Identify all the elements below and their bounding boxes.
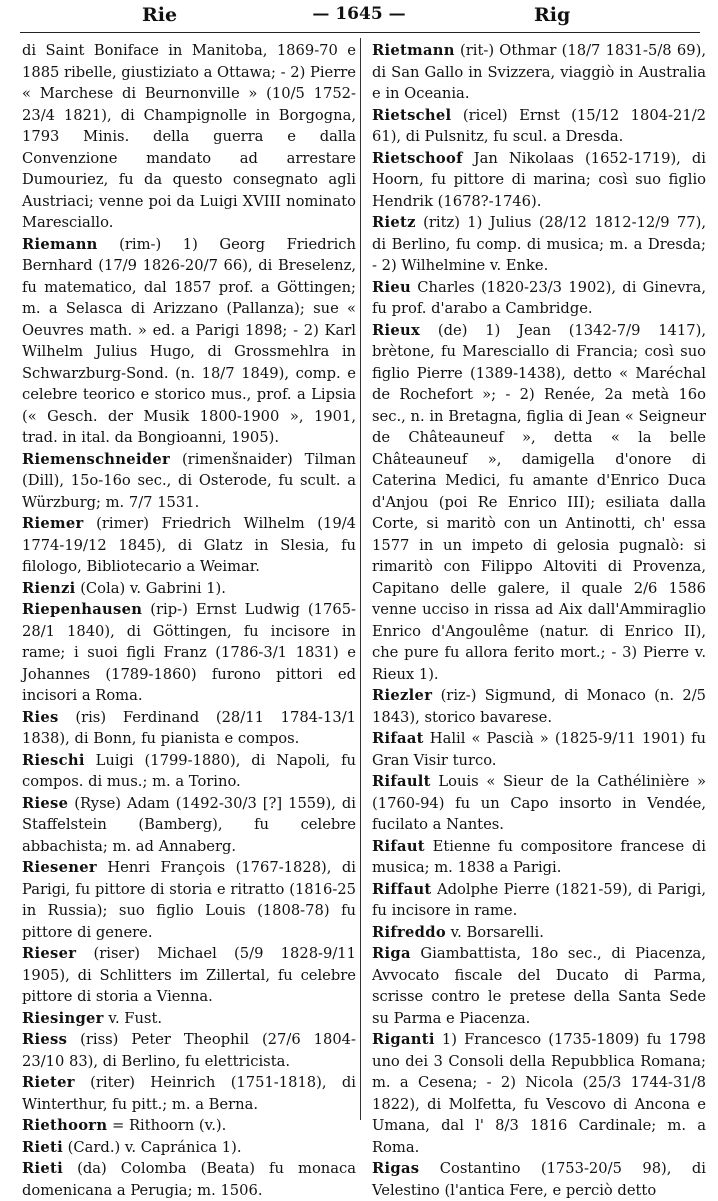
entry-headword: Rieti [22, 1138, 63, 1156]
entry-text: (riser) Michael (5/9 1828-9/11 1905), di Schlitters im Zillertal, fu celebre pittore di storia a Vienna. [22, 945, 356, 1005]
entry-headword: Riganti [372, 1031, 435, 1048]
dictionary-entry [22, 1008, 356, 1030]
entry-headword: Rieti [22, 1160, 63, 1177]
entry-text: (riz-) Sigmund, di Monaco (n. 2/5 1843), storico bavarese. [372, 687, 706, 726]
dictionary-entry [372, 836, 706, 879]
entry-headword: Riga [372, 945, 411, 962]
entry-text: (rimenšnaider) Tilman (Dill), 15o-16o sec., di Osterode, fu scult. a Würzburg; m. 7/7 1531. [22, 450, 356, 511]
dictionary-entry [372, 212, 706, 277]
entry-headword: Rifreddo [372, 923, 446, 941]
entry-text: (ris) Ferdinand (28/11 1784-13/1 1838), di Bonn, fu pianista e compos. [22, 708, 356, 747]
entry-text: di Saint Boniface in Manitoba, 1869-70 e 1885 ribelle, giustiziato a Ottawa; - 2) Pierre « Marchese di Beurnonville » (10/5 1752-23/4 1821), di Champignolle in Borgogna, 1793 Minis. della guerra e dalla Convenzione mandato ad arrestare Dumouriez, fu da questo consegnato agli Austriaci; venne poi da Luigi XVIII nominato Maresciallo. [22, 42, 356, 231]
dictionary-entry [22, 1158, 356, 1201]
dictionary-entry [22, 857, 356, 943]
entry-text: (rimer) Friedrich Wilhelm (19/4 1774-19/12 1845), di Glatz in Slesia, fu filologo, Bibliotecario a Weimar. [22, 515, 356, 575]
header-rule [20, 32, 700, 33]
dictionary-entry [372, 277, 706, 320]
dictionary-entry [372, 320, 706, 686]
entry-text: (de) 1) Jean (1342-7/9 1417), brètone, fu Maresciallo di Francia; così suo figlio Pierre (1389-1438), detto « Maréchal de Rochefort »; - 2) Renée, 2a metà 16o sec., n. in Bretagna, figlia di Jean « Seigneur de Châteauneuf », detta « la belle Châteauneuf », damigella d'onore di Caterina Medici, fu amante d'Enrico Duca d'Anjou (poi Re Enrico III); esiliata dalla Corte, si maritò con un Antinotti, ch' essa 1577 in un impeto di gelosia pugnalò: si rimaritò con Filippo Altoviti di Provenza, Capitano delle galere, il quale 2/6 1586 venne ucciso in rissa ad Aix dall'Ammiraglio Enrico d'Angoulême (natur. di Enrico II), che pure fu allora ferito mort.; - 3) Pierre v. Rieux 1). [372, 321, 706, 683]
dictionary-entry [22, 578, 356, 600]
entry-headword: Rietz [372, 214, 416, 231]
entry-text: (riter) Heinrich (1751-1818), di Winterthur, fu pitt.; m. a Berna. [22, 1074, 356, 1113]
dictionary-entry [372, 685, 706, 728]
entry-text: Halil « Pascià » (1825-9/11 1901) fu Gran Visir turco. [372, 730, 706, 769]
dictionary-entry [22, 449, 356, 514]
entry-headword: Rieter [22, 1074, 75, 1091]
dictionary-entry [372, 1158, 706, 1201]
entry-text: Costantino (1753-20/5 98), di Velestino (l'antica Fere, e perciò detto [372, 1160, 706, 1199]
entry-headword: Riemenschneider [22, 450, 171, 468]
entry-text: Etienne fu compositore francese di musica; m. 1838 a Parigi. [372, 837, 706, 876]
entry-text: (Cola) v. Gabrini 1). [75, 579, 226, 597]
entry-headword: Rieschi [22, 751, 85, 769]
running-head-right: Rig [534, 4, 571, 26]
entry-headword: Rienzi [22, 579, 76, 597]
dictionary-entry [372, 922, 706, 944]
entry-text: Jan Nikolaas (1652-1719), di Hoorn, fu pittore di marina; così suo figlio Hendrik (1678?-1746). [372, 149, 706, 210]
dictionary-entry [22, 513, 356, 578]
entry-headword: Riethoorn [22, 1117, 108, 1134]
entry-headword: Rifault [372, 773, 431, 790]
entry-text: (Card.) v. Capránica 1). [63, 1138, 242, 1156]
entry-headword: Riess [22, 1031, 68, 1048]
page-header [0, 0, 718, 32]
dictionary-entry [22, 707, 356, 750]
right-column [372, 40, 706, 1201]
left-column [22, 40, 356, 1201]
dictionary-entry [22, 1115, 356, 1137]
entry-headword: Rieu [372, 278, 412, 296]
entry-headword: Rietschoof [372, 149, 463, 167]
entry-text: 1) Francesco (1735-1809) fu 1798 uno dei 3 Consoli della Repubblica Romana; m. a Cesena; - 2) Nicola (25/3 1744-31/8 1822), di Molfetta, fu Vescovo di Ancona e Umana, dal l' 8/3 1816 Cardinale; m. a Roma. [372, 1031, 706, 1156]
entry-text: (ritz) 1) Julius (28/12 1812-12/9 77), di Berlino, fu comp. di musica; m. a Dresda; - 2) Wilhelmine v. Enke. [372, 214, 706, 274]
dictionary-entry [372, 728, 706, 771]
entry-headword: Rietmann [372, 42, 455, 59]
running-head-left: Rie [142, 4, 178, 26]
dictionary-entry [22, 599, 356, 707]
dictionary-entry [22, 40, 356, 234]
dictionary-entry [22, 1072, 356, 1115]
entry-headword: Rifaat [372, 730, 424, 747]
entry-headword: Rieux [372, 321, 421, 339]
dictionary-entry [22, 750, 356, 793]
entry-headword: Riezler [372, 687, 433, 704]
dictionary-entry [22, 1137, 356, 1159]
dictionary-entry [372, 40, 706, 105]
dictionary-entry [372, 148, 706, 213]
entry-text: Adolphe Pierre (1821-59), di Parigi, fu incisore in rame. [372, 880, 706, 919]
entry-text: v. Fust. [103, 1009, 163, 1027]
entry-headword: Riemer [22, 515, 84, 532]
entry-text: Henri François (1767-1828), di Parigi, fu pittore di storia e ritratto (1816-25 in Russia); suo figlio Louis (1808-78) fu pittore di genere. [22, 859, 356, 941]
entry-text: (Ryse) Adam (1492-30/3 [?] 1559), di Staffelstein (Bamberg), fu celebre abbachista; m. ad Annaberg. [22, 794, 356, 855]
entry-headword: Rieser [22, 945, 77, 962]
entry-headword: Riemann [22, 235, 98, 253]
entry-text: (da) Colomba (Beata) fu monaca domenicana a Perugia; m. 1506. [22, 1160, 356, 1199]
entry-headword: Riepenhausen [22, 601, 143, 618]
column-divider [360, 38, 361, 1120]
dictionary-entry [22, 943, 356, 1008]
entry-text: v. Borsarelli. [445, 923, 544, 941]
dictionary-entry [372, 1029, 706, 1158]
entry-headword: Rifaut [372, 837, 425, 855]
entry-text: (rip-) Ernst Ludwig (1765-28/1 1840), di Göttingen, fu incisore in rame; i suoi figli Franz (1786-3/1 1831) e Johannes (1789-1860) furono pittori ed incisori a Roma. [22, 601, 356, 704]
dictionary-entry [22, 793, 356, 858]
dictionary-entry [22, 1029, 356, 1072]
entry-headword: Rigas [372, 1160, 420, 1177]
entry-headword: Riesinger [22, 1009, 104, 1027]
entry-headword: Rietschel [372, 106, 452, 124]
entry-text: Giambattista, 18o sec., di Piacenza, Avvocato fiscale del Ducato di Parma, scrisse contro le pretese della Santa Sede su Parma e Piacenza. [372, 945, 706, 1027]
dictionary-entry [372, 943, 706, 1029]
entry-text: Louis « Sieur de la Cathélinière » (1760-94) fu un Capo insorto in Vendée, fucilato a Nantes. [372, 773, 706, 833]
entry-headword: Ries [22, 708, 59, 726]
entry-text: (rim-) 1) Georg Friedrich Bernhard (17/9 1826-20/7 66), di Breselenz, fu matematico, dal 1857 prof. a Göttingen; m. a Selasca di Arizzano (Pallanza); sue « Oeuvres math. » ed. a Parigi 1898; - 2) Karl Wilhelm Julius Hugo, di Grossmehlra in Schwarzburg-Sond. (n. 18/7 1849), comp. e celebre teorico e storico mus., prof. a Lipsia (« Gesch. der Musik 1800-1900 », 1901, trad. in ital. da Bongioanni, 1905). [22, 235, 356, 446]
page-number: — 1645 — [312, 4, 406, 24]
dictionary-entry [372, 105, 706, 148]
entry-headword: Riffaut [372, 880, 432, 898]
entry-text: Luigi (1799-1880), di Napoli, fu compos. di mus.; m. a Torino. [22, 751, 356, 790]
entry-text: (ricel) Ernst (15/12 1804-21/2 61), di Pulsnitz, fu scul. a Dresda. [372, 106, 706, 145]
entry-text: (rit-) Othmar (18/7 1831-5/8 69), di San Gallo in Svizzera, viaggiò in Australia e in Oceania. [372, 42, 706, 102]
dictionary-entry [372, 771, 706, 836]
entry-headword: Riesener [22, 859, 97, 876]
dictionary-entry [22, 234, 356, 449]
dictionary-entry [372, 879, 706, 922]
entry-text: (riss) Peter Theophil (27/6 1804-23/10 83), di Berlino, fu elettricista. [22, 1031, 356, 1070]
entry-text: = Rithoorn (v.). [107, 1117, 227, 1134]
entry-headword: Riese [22, 794, 69, 812]
entry-text: Charles (1820-23/3 1902), di Ginevra, fu prof. d'arabo a Cambridge. [372, 278, 706, 317]
